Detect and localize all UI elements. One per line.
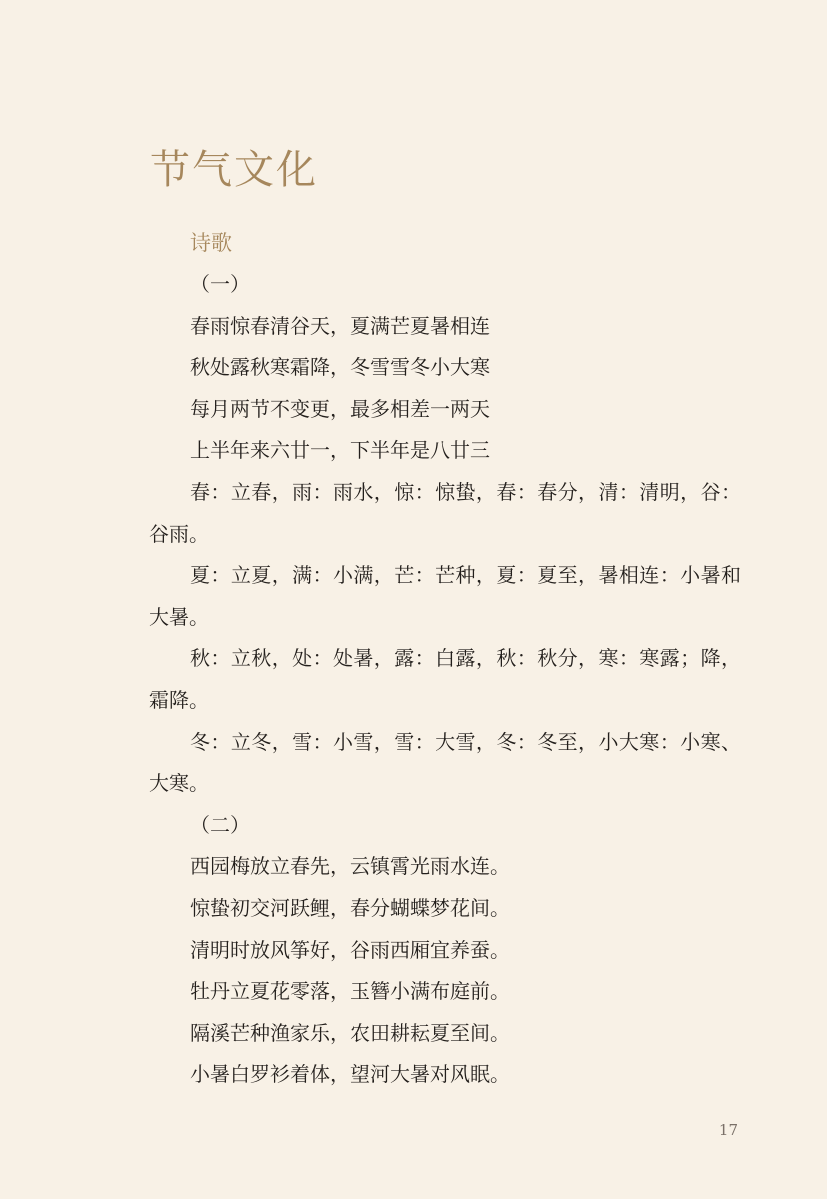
verse-line: 西园梅放立春先，云镇霄光雨水连。 <box>190 854 510 879</box>
verse-line: 秋处露秋寒霜降，冬雪雪冬小大寒 <box>190 355 490 380</box>
explanation-paragraph: 夏：立夏，满：小满，芒：芒种，夏：夏至，暑相连：小暑和大暑。 <box>149 563 741 629</box>
verse-line: 每月两节不变更，最多相差一两天 <box>190 396 490 421</box>
part-heading: （一） <box>190 272 250 296</box>
explanation-paragraph: 秋：立秋，处：处暑，露：白露，秋：秋分，寒：寒露；降，霜降。 <box>149 646 741 712</box>
verse-line: 隔溪芒种渔家乐，农田耕耘夏至间。 <box>190 1020 510 1045</box>
section-heading: 诗歌 <box>190 231 232 255</box>
page-number: 17 <box>718 1121 738 1139</box>
verse-line: 清明时放风筝好，谷雨西厢宜养蚕。 <box>190 937 510 962</box>
explanation-paragraph: 冬：立冬，雪：小雪，雪：大雪，冬：冬至，小大寒：小寒、大寒。 <box>149 729 741 796</box>
verse-line: 上半年来六廿一，下半年是八廿三 <box>190 438 490 463</box>
verse-line: 牡丹立夏花零落，玉簪小满布庭前。 <box>190 979 510 1004</box>
verse-line: 惊蛰初交河跃鲤，春分蝴蝶梦花间。 <box>190 895 510 920</box>
explanation-paragraph: 春：立春，雨：雨水，惊：惊蛰，春：春分，清：清明，谷：谷雨。 <box>149 479 741 546</box>
part-heading: （二） <box>190 812 250 837</box>
poem-body <box>149 264 741 1096</box>
verse-line: 春雨惊春清谷天，夏满芒夏暑相连 <box>190 313 490 338</box>
verse-line: 小暑白罗衫着体，望河大暑对风眠。 <box>190 1062 510 1087</box>
page-title: 节气文化 <box>150 147 318 193</box>
